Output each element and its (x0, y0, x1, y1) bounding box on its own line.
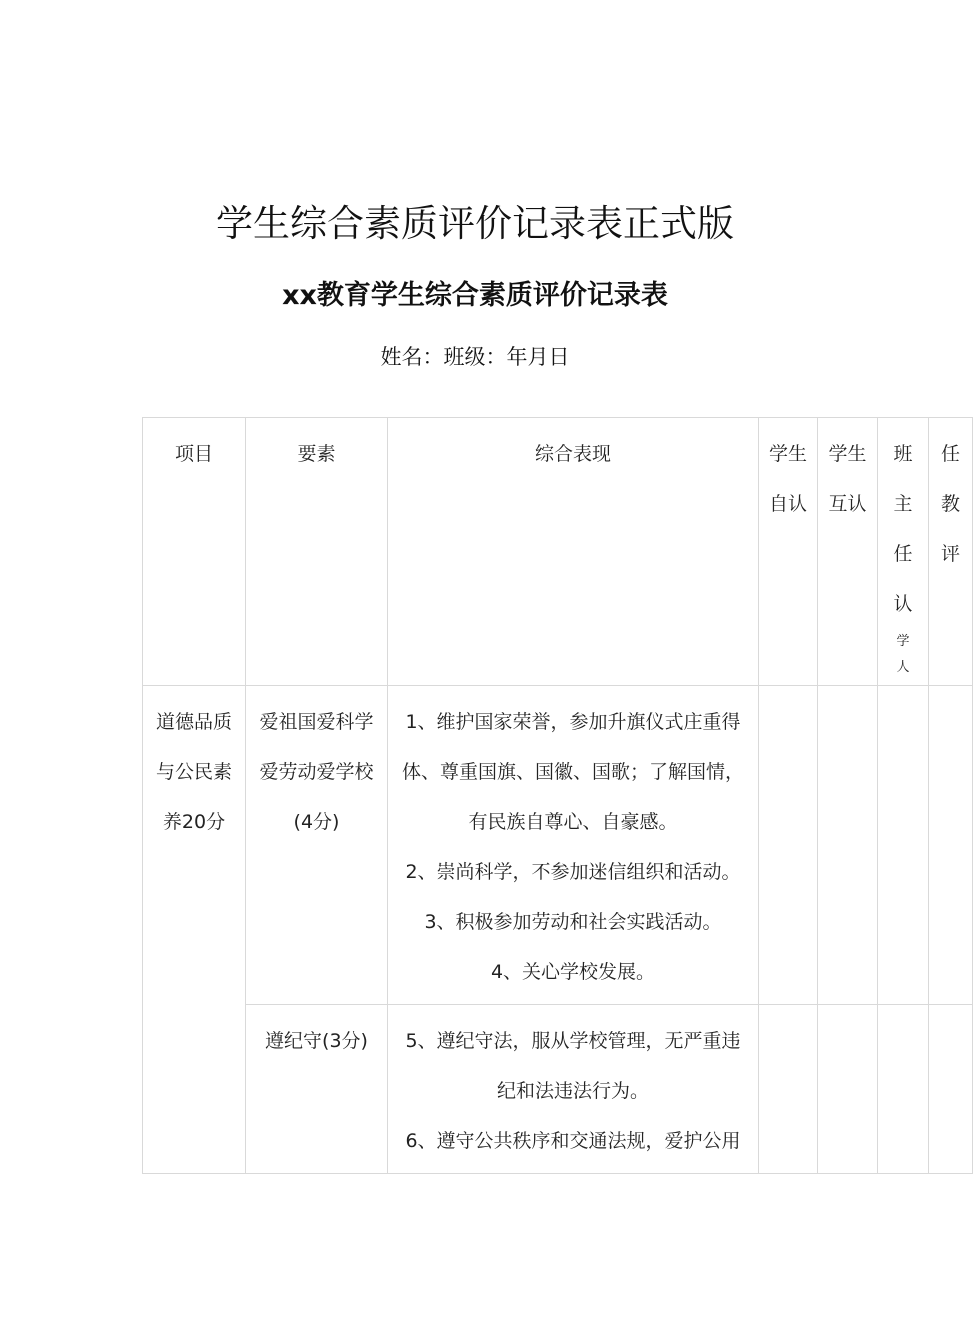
header-performance: 综合表现 (388, 418, 759, 686)
self-eval-cell[interactable] (759, 686, 818, 1005)
header-item: 项目 (143, 418, 246, 686)
info-line: 姓名：班级：年月日 (380, 345, 570, 369)
performance-line: 6、遵守公共秩序和交通法规，爱护公用 (405, 1130, 741, 1152)
document-subtitle: xx教育学生综合素质评价记录表 (282, 280, 668, 311)
evaluation-table-container (142, 417, 960, 1177)
header-extra-char: 教 (940, 493, 960, 515)
peer-eval-cell[interactable] (818, 1005, 878, 1174)
header-teacher-eval-small: 人 (896, 660, 910, 675)
header-teacher-eval-small: 学 (896, 634, 910, 649)
header-teacher-eval-char: 主 (893, 493, 913, 515)
performance-line: 5、遵纪守法，服从学校管理，无严重违纪和法违法行为。 (405, 1030, 741, 1102)
item-cell: 道德品质与公民素养20分 (143, 686, 246, 1174)
header-extra-char: 任 (940, 443, 960, 465)
performance-line: 2、崇尚科学，不参加迷信组织和活动。 (405, 861, 741, 883)
header-self-eval: 学生自认 (759, 418, 818, 686)
teacher-eval-cell[interactable] (878, 1005, 929, 1174)
header-element: 要素 (246, 418, 388, 686)
evaluation-table (142, 417, 973, 1174)
document-title: 学生综合素质评价记录表正式版 (216, 202, 734, 245)
performance-cell (388, 1005, 759, 1174)
performance-line: 4、关心学校发展。 (490, 961, 656, 983)
header-teacher-eval-char: 班 (893, 443, 913, 465)
extra-eval-cell[interactable] (929, 686, 973, 1005)
performance-line: 1、维护国家荣誉，参加升旗仪式庄重得体、尊重国旗、国徽、国歌；了解国情，有民族自尊心、自豪感。 (401, 711, 744, 833)
teacher-eval-cell[interactable] (878, 686, 929, 1005)
table-row (143, 686, 973, 1005)
header-teacher-eval (878, 418, 929, 686)
element-cell: 遵纪守(3分) (246, 1005, 388, 1174)
element-cell: 爱祖国爱科学爱劳动爱学校(4分) (246, 686, 388, 1005)
header-extra (929, 418, 973, 686)
header-teacher-eval-char: 认 (893, 593, 913, 615)
table-header-row (143, 418, 973, 686)
header-peer-eval: 学生互认 (818, 418, 878, 686)
table-row (143, 1005, 973, 1174)
performance-cell (388, 686, 759, 1005)
header-teacher-eval-char: 任 (893, 543, 913, 565)
performance-line: 3、积极参加劳动和社会实践活动。 (424, 911, 722, 933)
self-eval-cell[interactable] (759, 1005, 818, 1174)
peer-eval-cell[interactable] (818, 686, 878, 1005)
header-extra-char: 评 (940, 543, 960, 565)
extra-eval-cell[interactable] (929, 1005, 973, 1174)
